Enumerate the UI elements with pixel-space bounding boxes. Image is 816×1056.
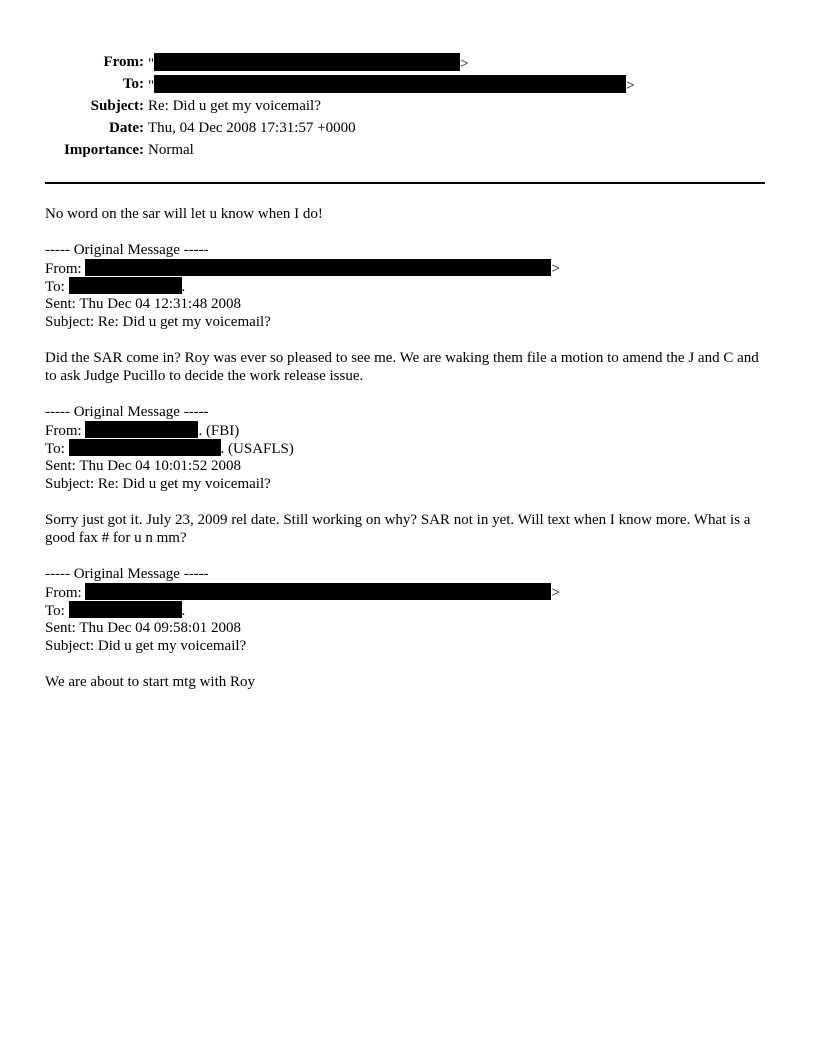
- header-to-row: [0, 75, 816, 97]
- from-label: From:: [103, 54, 144, 70]
- email-header: [0, 53, 816, 163]
- to-value: [148, 75, 635, 95]
- header-divider: [45, 182, 765, 184]
- to-prefix: ": [148, 78, 155, 94]
- quoted-subject-line: Subject: Re: Did u get my voicemail?: [45, 314, 271, 330]
- quoted-sent-line: Sent: Thu Dec 04 09:58:01 2008: [45, 620, 241, 636]
- importance-label: Importance:: [64, 142, 144, 158]
- quoted-to-line: [45, 601, 770, 619]
- original-message-separator: ----- Original Message -----: [45, 242, 209, 258]
- redaction-block: [85, 259, 551, 276]
- quoted-to-line: [45, 439, 770, 457]
- quoted-subject-line: Subject: Re: Did u get my voicemail?: [45, 476, 271, 492]
- header-from-row: [0, 53, 816, 75]
- redaction-block: [69, 277, 182, 294]
- redaction-block: [85, 583, 551, 600]
- quoted-to-line: [45, 277, 770, 295]
- quoted-from-suffix: >: [551, 585, 560, 601]
- quoted-to-suffix: .: [181, 279, 186, 295]
- quoted-from-line: [45, 421, 770, 439]
- spacer: [45, 331, 770, 349]
- redaction-block: [154, 53, 460, 71]
- date-value: Thu, 04 Dec 2008 17:31:57 +0000: [148, 120, 356, 136]
- quoted-from-suffix: >: [551, 261, 560, 277]
- spacer: [45, 223, 770, 241]
- quoted-message: [45, 241, 770, 403]
- quoted-from-label: From:: [45, 423, 82, 439]
- quoted-from-line: [45, 259, 770, 277]
- quoted-message-text: Did the SAR come in? Roy was ever so pleased to see me. We are waking them file a motion to amend the J and C and to ask Judge Pucillo to decide the work release issue.: [45, 350, 759, 384]
- importance-value: Normal: [148, 142, 194, 158]
- email-body: [45, 205, 770, 691]
- header-subject-row: [0, 97, 816, 119]
- quoted-from-label: From:: [45, 261, 82, 277]
- spacer: [45, 655, 770, 673]
- quoted-from-label: From:: [45, 585, 82, 601]
- reply-text: No word on the sar will let u know when I do!: [45, 206, 323, 222]
- quoted-subject-line: Subject: Did u get my voicemail?: [45, 638, 247, 654]
- spacer: [45, 385, 770, 403]
- from-value: [148, 53, 469, 73]
- quoted-message-text: Sorry just got it. July 23, 2009 rel date. Still working on why? SAR not in yet. Will text when I know more. What is a good fax # for u n mm?: [45, 512, 751, 546]
- quoted-to-label: To:: [45, 279, 65, 295]
- original-message-separator: ----- Original Message -----: [45, 404, 209, 420]
- quoted-from-line: [45, 583, 770, 601]
- spacer: [45, 493, 770, 511]
- quoted-from-suffix: . (FBI): [198, 423, 240, 439]
- subject-label: Subject:: [90, 98, 144, 114]
- header-date-row: [0, 119, 816, 141]
- quoted-sent-line: Sent: Thu Dec 04 10:01:52 2008: [45, 458, 241, 474]
- quoted-message: [45, 403, 770, 565]
- date-label: Date:: [109, 120, 144, 136]
- spacer: [45, 547, 770, 565]
- quoted-to-suffix: . (USAFLS): [220, 441, 294, 457]
- original-message-separator: ----- Original Message -----: [45, 566, 209, 582]
- subject-value: Re: Did u get my voicemail?: [148, 98, 321, 114]
- header-importance-row: [0, 141, 816, 163]
- from-suffix: >: [460, 56, 469, 72]
- redaction-block: [85, 421, 198, 438]
- quoted-message-text: We are about to start mtg with Roy: [45, 674, 255, 690]
- to-suffix: >: [626, 78, 635, 94]
- redaction-block: [69, 439, 221, 456]
- redaction-block: [154, 75, 626, 93]
- quoted-to-label: To:: [45, 441, 65, 457]
- redaction-block: [69, 601, 182, 618]
- quoted-to-label: To:: [45, 603, 65, 619]
- quoted-sent-line: Sent: Thu Dec 04 12:31:48 2008: [45, 296, 241, 312]
- from-prefix: ": [148, 56, 155, 72]
- quoted-message: [45, 565, 770, 691]
- quoted-to-suffix: .: [181, 603, 186, 619]
- to-label: To:: [122, 76, 144, 92]
